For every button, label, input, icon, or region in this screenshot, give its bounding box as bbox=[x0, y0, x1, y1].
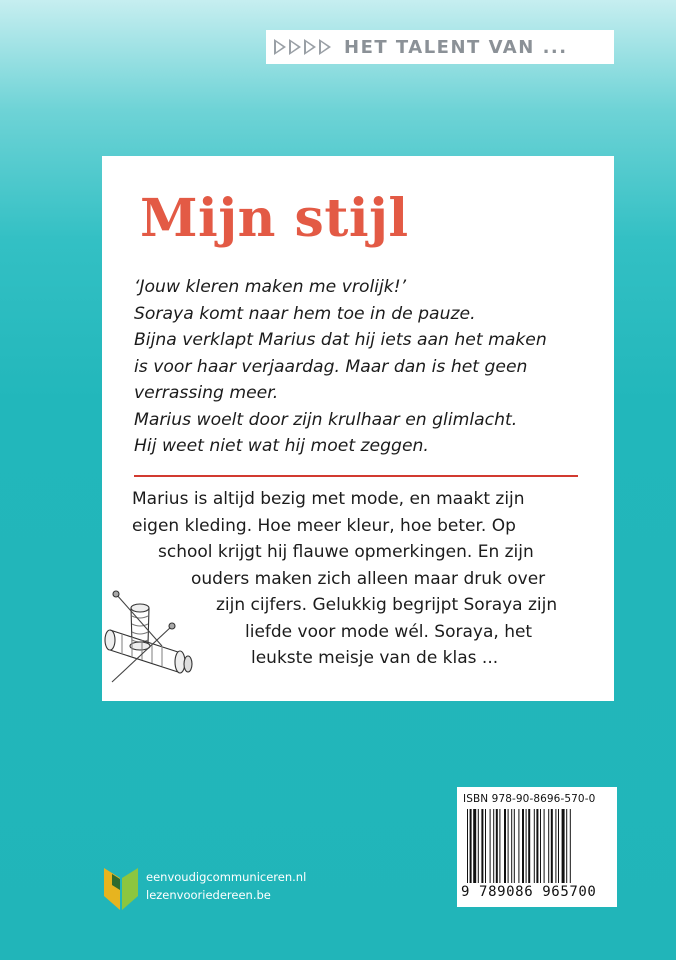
play-arrow-icon bbox=[319, 39, 331, 55]
thread-spools-icon bbox=[102, 586, 206, 696]
isbn-digits: 9 789086 965700 bbox=[461, 884, 597, 900]
barcode-bar bbox=[490, 809, 491, 883]
barcode-bar bbox=[493, 809, 494, 883]
quote-line: Marius woelt door zijn krulhaar en glimlacht. bbox=[134, 409, 518, 430]
back-cover-panel bbox=[102, 156, 614, 701]
barcode-bar bbox=[548, 809, 549, 883]
barcode-bar bbox=[508, 809, 509, 883]
barcode-bar bbox=[558, 809, 559, 883]
barcode-bar bbox=[544, 809, 545, 883]
publisher-logo-icon bbox=[104, 868, 138, 910]
quote-excerpt bbox=[134, 274, 604, 460]
book-title: Mijn stijl bbox=[140, 188, 409, 249]
barcode-bar bbox=[504, 809, 506, 883]
barcode bbox=[467, 809, 607, 883]
barcode-bar bbox=[534, 809, 535, 883]
barcode-bar bbox=[536, 809, 538, 883]
publisher-link[interactable]: lezenvooriedereen.be bbox=[146, 888, 271, 902]
barcode-bar bbox=[551, 809, 553, 883]
quote-line: Soraya komt naar hem toe in de pauze. bbox=[134, 303, 476, 324]
play-arrow-icon bbox=[304, 39, 316, 55]
barcode-bar bbox=[555, 809, 556, 883]
blurb-line: ouders maken zich alleen maar druk over bbox=[191, 568, 546, 589]
isbn-barcode-box bbox=[457, 787, 617, 907]
barcode-bar bbox=[562, 809, 565, 883]
blurb-line: school krijgt hij flauwe opmerkingen. En zijn bbox=[158, 542, 534, 562]
barcode-bar bbox=[467, 809, 468, 883]
quote-line: Hij weet niet wat hij moet zeggen. bbox=[134, 436, 429, 456]
play-arrow-icon bbox=[274, 39, 286, 55]
series-title: HET TALENT VAN ... bbox=[344, 36, 568, 58]
blurb-line: eigen kleding. Hoe meer kleur, hoe beter. Op bbox=[132, 515, 516, 536]
barcode-bar bbox=[485, 809, 486, 883]
quote-line: is voor haar verjaardag. Maar dan is het geen bbox=[134, 356, 528, 377]
blurb-line: leukste meisje van de klas ... bbox=[251, 648, 499, 668]
isbn-label: ISBN 978-90-8696-570-0 bbox=[463, 793, 596, 805]
barcode-bar bbox=[540, 809, 541, 883]
barcode-bar bbox=[566, 809, 567, 883]
barcode-bar bbox=[526, 809, 527, 883]
series-banner bbox=[266, 30, 614, 64]
quote-line: verrassing meer. bbox=[134, 383, 279, 403]
barcode-bar bbox=[511, 809, 512, 883]
barcode-bar bbox=[570, 809, 571, 883]
barcode-bar bbox=[470, 809, 472, 883]
barcode-bar bbox=[473, 809, 476, 883]
quote-line: ‘Jouw kleren maken me vrolijk!’ bbox=[134, 277, 407, 297]
publisher bbox=[104, 868, 306, 910]
barcode-bar bbox=[522, 809, 524, 883]
arrow-icons bbox=[274, 39, 334, 55]
barcode-bar bbox=[481, 809, 483, 883]
barcode-bar bbox=[528, 809, 530, 883]
quote-line: Bijna verklapt Marius dat hij iets aan het maken bbox=[134, 330, 547, 350]
barcode-bar bbox=[496, 809, 498, 883]
blurb-line: Marius is altijd bezig met mode, en maakt zijn bbox=[132, 489, 525, 509]
blurb-line: liefde voor mode wél. Soraya, het bbox=[245, 621, 533, 642]
divider bbox=[134, 475, 578, 477]
barcode-bar bbox=[499, 809, 500, 883]
play-arrow-icon bbox=[289, 39, 301, 55]
barcode-bar bbox=[478, 809, 479, 883]
barcode-bar bbox=[518, 809, 519, 883]
blurb-line: zijn cijfers. Gelukkig begrijpt Soraya zijn bbox=[216, 595, 558, 615]
publisher-link[interactable]: eenvoudigcommuniceren.nl bbox=[146, 870, 307, 884]
barcode-bar bbox=[514, 809, 515, 883]
